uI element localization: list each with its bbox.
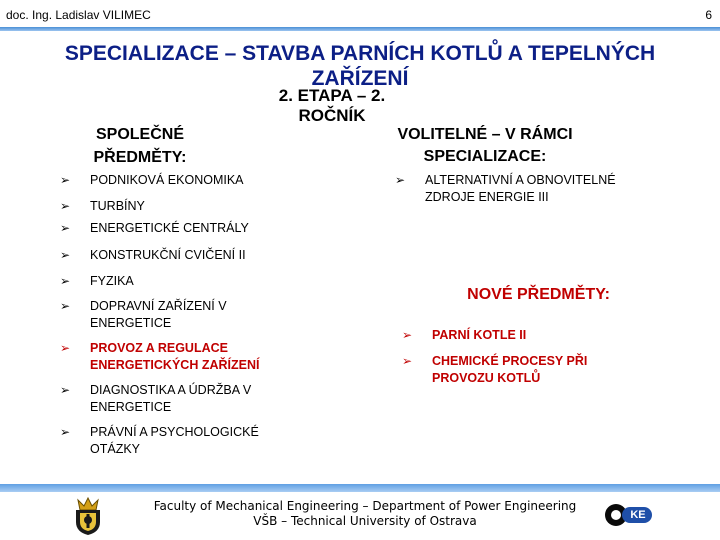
slide-title: SPECIALIZACE – STAVBA PARNÍCH KOTLŮ A TEPELNÝCH ZAŘÍZENÍ (64, 42, 656, 90)
arrowhead-bullet-icon: ➢ (60, 221, 71, 235)
arrowhead-bullet-icon: ➢ (395, 173, 406, 187)
university-crest-icon (70, 496, 106, 536)
footer-line-2: VŠB – Technical University of Ostrava (253, 514, 477, 528)
arrowhead-bullet-icon: ➢ (60, 173, 71, 187)
arrowhead-bullet-icon: ➢ (60, 248, 71, 262)
common-subjects-heading: SPOLEČNÉ PŘEDMĚTY: (93, 126, 187, 166)
new-subjects-heading: NOVÉ PŘEDMĚTY: (467, 286, 610, 303)
arrowhead-bullet-icon: ➢ (402, 328, 413, 342)
arrowhead-bullet-icon: ➢ (60, 383, 71, 397)
arrowhead-bullet-icon: ➢ (402, 354, 413, 368)
bottom-divider (0, 484, 720, 492)
footer-institution (130, 499, 600, 529)
arrowhead-bullet-icon: ➢ (60, 425, 71, 439)
page-number: 6 (705, 8, 712, 22)
arrowhead-bullet-icon: ➢ (60, 299, 71, 313)
department-logo-icon (604, 500, 654, 530)
stage-label: 2. ETAPA – 2. ROČNÍK (278, 86, 386, 125)
elective-subjects-heading: VOLITELNÉ – V RÁMCI SPECIALIZACE: (397, 126, 573, 165)
arrowhead-bullet-icon: ➢ (60, 199, 71, 213)
department-logo-text: KE (630, 509, 646, 521)
top-divider (0, 27, 720, 31)
arrowhead-bullet-icon: ➢ (60, 341, 71, 355)
footer-line-1: Faculty of Mechanical Engineering – Department of Power Engineering (153, 499, 577, 513)
arrowhead-bullet-icon: ➢ (60, 274, 71, 288)
author-name: doc. Ing. Ladislav VILIMEC (6, 8, 151, 22)
